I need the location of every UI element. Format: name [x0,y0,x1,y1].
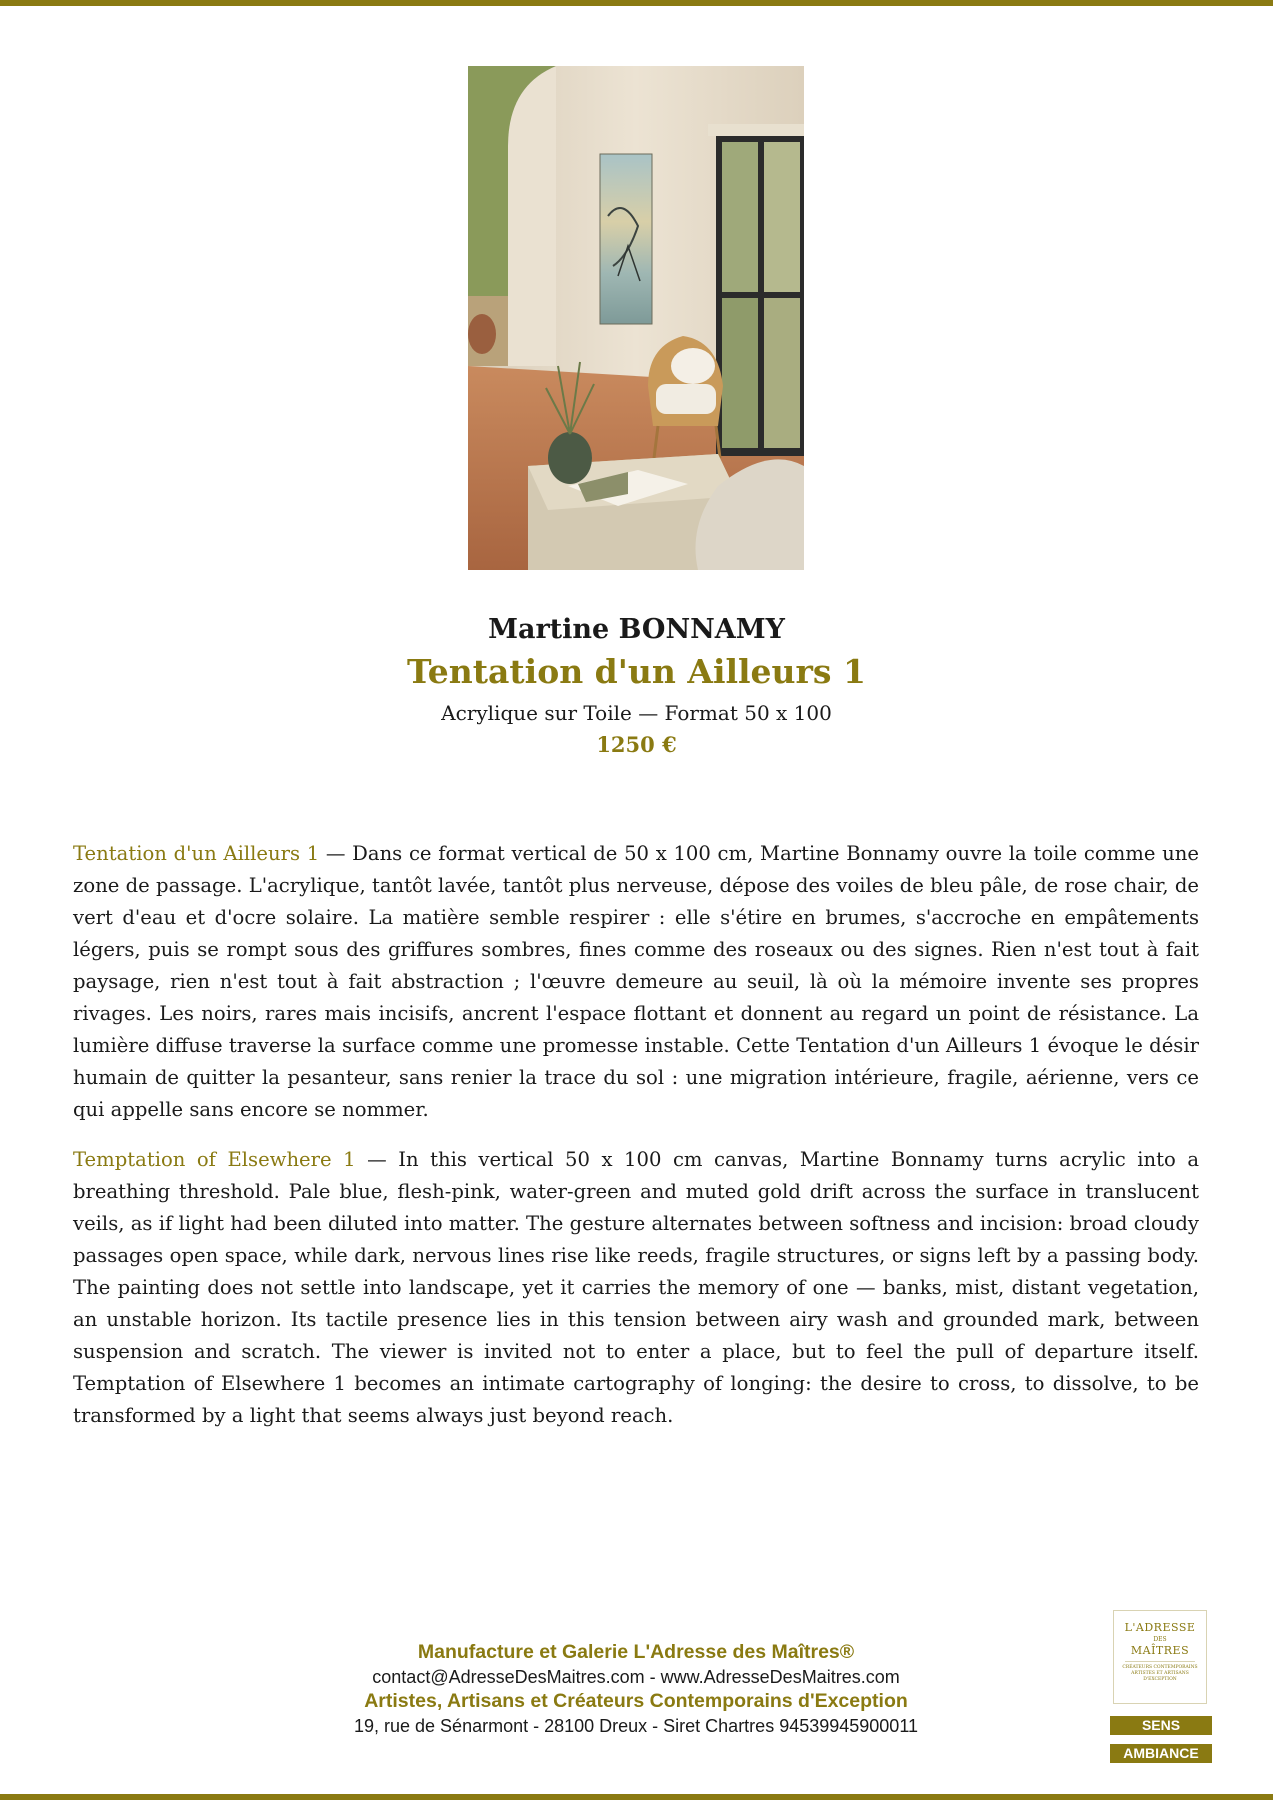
top-border [0,0,1273,6]
description-en-body: — In this vertical 50 x 100 cm canvas, Martine Bonnamy turns acrylic into a breathing threshold. Pale blue, flesh-pink, water-green and muted gold drift across the surface in translucent veils, as if light had been diluted into matter. The gesture alternates between softness and incision: broad cloudy passages open space, while dark, nervous lines rise like reeds, fragile structures, or signs left by a passing body. The painting does not settle into landscape, yet it carries the memory of one — banks, mist, distant vegetation, an unstable horizon. Its tactile presence lies in this tension between airy wash and grounded mark, between suspension and scratch. The viewer is invited not to enter a place, but to feel the pull of departure itself. Temptation of Elsewhere 1 becomes an intimate cartography of longing: the desire to cross, to dissolve, to be transformed by a light that seems always just beyond reach. [73,1148,1199,1427]
artist-name: Martine BONNAMY [488,614,785,645]
artwork-header [0,612,1273,760]
logo-divider [1125,1661,1195,1662]
description [73,838,1199,1450]
artwork-medium: Acrylique sur Toile — Format 50 x 100 [441,701,832,725]
tag-sens: SENS [1110,1716,1212,1735]
footer-gallery: Manufacture et Galerie L'Adresse des Maîtres® [417,1641,855,1663]
description-fr-lead: Tentation d'un Ailleurs 1 [73,842,320,865]
description-en-lead: Temptation of Elsewhere 1 [73,1148,356,1171]
description-fr-body: — Dans ce format vertical de 50 x 100 cm, Martine Bonnamy ouvre la toile comme une zone de passage. L'acrylique, tantôt lavée, tantôt plus nerveuse, dépose des voiles de bleu pâle, de rose chair, de vert d'eau et d'ocre solaire. La matière semble respirer : elle s'étire en brumes, s'accroche en empâtements légers, puis se rompt sous des griffures sombres, fines comme des roseaux ou des signes. Rien n'est tout à fait paysage, rien n'est tout à fait abstraction ; l'œuvre demeure au seuil, là où la mémoire invente ses propres rivages. Les noirs, rares mais incisifs, ancrent l'espace flottant et donnent au regard un point de résistance. La lumière diffuse traverse la surface comme une promesse instable. Cette Tentation d'un Ailleurs 1 évoque le désir humain de quitter la pesanteur, sans renier la trace du sol : une migration intérieure, fragile, aérienne, vers ce qui appelle sans encore se nommer. [73,842,1199,1121]
logo-line-4: CRÉATEURS CONTEMPORAINS ARTISTES ET ARTISANS D'EXCEPTION [1122,1665,1198,1682]
artwork-title: Tentation d'un Ailleurs 1 [407,652,866,691]
interior-scene-photo [468,66,804,570]
artwork-photo [468,66,804,570]
description-en [73,1144,1199,1432]
tag-ambiance: AMBIANCE [1110,1744,1212,1763]
logo-line-3: MAÎTRES [1130,1644,1190,1657]
logo-line-2: DES [1153,1636,1167,1643]
logo-line-1: L'ADRESSE [1124,1621,1196,1634]
gallery-logo [1113,1610,1207,1704]
bottom-border [0,1794,1273,1800]
artwork-price: 1250 € [596,732,677,757]
footer [250,1640,1022,1738]
footer-tagline: Artistes, Artisans et Créateurs Contemporains d'Exception [364,1690,908,1712]
footer-address: 19, rue de Sénarmont - 28100 Dreux - Siret Chartres 94539945900011 [353,1716,919,1736]
description-fr [73,838,1199,1126]
footer-contact: contact@AdresseDesMaitres.com - www.AdresseDesMaitres.com [372,1667,900,1687]
